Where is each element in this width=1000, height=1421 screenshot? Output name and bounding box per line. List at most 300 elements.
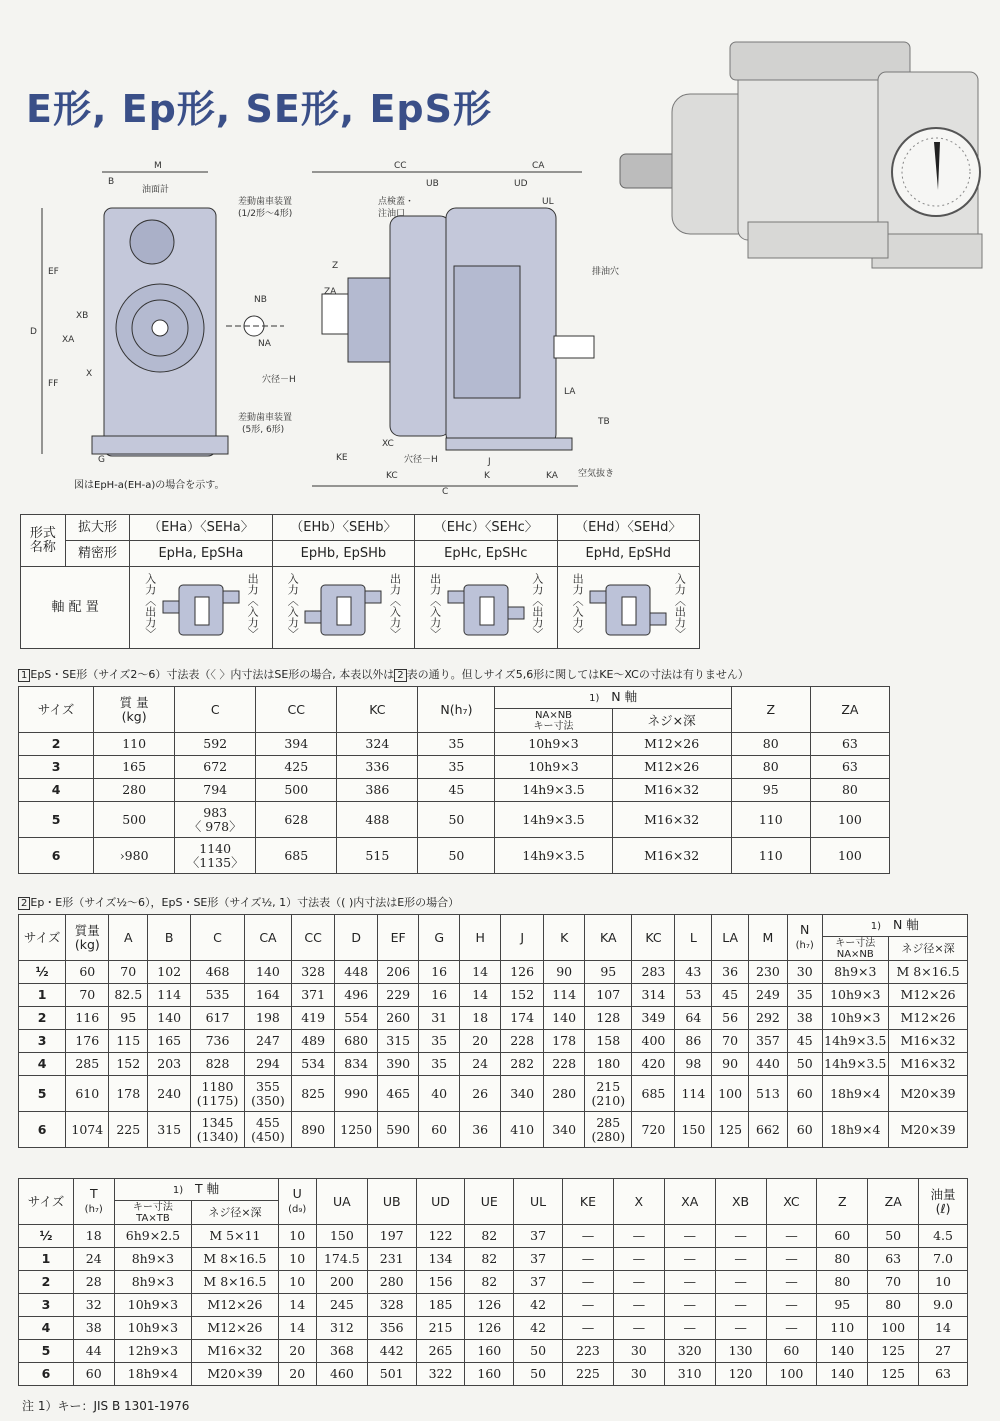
t2-b: 203 (148, 1053, 191, 1076)
t1-z: 80 (731, 756, 810, 779)
svg-text:J: J (488, 457, 491, 467)
t3-xa: 310 (664, 1363, 715, 1386)
t3-za: 100 (868, 1317, 919, 1340)
t3-xb: — (715, 1248, 766, 1271)
t3-ub: 280 (367, 1271, 416, 1294)
table-row (19, 1076, 968, 1112)
t2-n: 60 (787, 1076, 822, 1112)
t3-xa: 320 (664, 1340, 715, 1363)
t3-ke: — (563, 1271, 614, 1294)
svg-text:点検蓋・: 点検蓋・ (378, 197, 415, 207)
t3-u: 14 (278, 1294, 316, 1317)
svg-text:空気抜き: 空気抜き (578, 469, 615, 479)
t2-la: 45 (712, 984, 749, 1007)
t3-ua: 312 (316, 1317, 367, 1340)
t3-ub: 197 (367, 1225, 416, 1248)
t3-z: 60 (817, 1225, 868, 1248)
t2-h-m: M (749, 915, 788, 961)
t2-ef: 260 (378, 1007, 419, 1030)
t2-cc: 371 (292, 984, 335, 1007)
t2-thread: M12×26 (889, 984, 968, 1007)
svg-text:油面計: 油面計 (142, 185, 170, 195)
t2-h-l: L (675, 915, 712, 961)
arrangement-d: 出力〈入力〉 入力〈出力〉 (557, 567, 700, 649)
table-row (19, 756, 890, 779)
t3-xc: 100 (766, 1363, 817, 1386)
t2-h: 24 (460, 1053, 501, 1076)
t2-h-n: N (h₇) (787, 915, 822, 961)
table-row (19, 802, 890, 838)
t1-za: 63 (810, 733, 889, 756)
svg-text:差動歯車装置: 差動歯車装置 (238, 197, 293, 207)
t1-key: 10h9×3 (495, 756, 612, 779)
dimension-drawing (22, 158, 662, 498)
t3-h-u: U (d₉) (278, 1179, 316, 1225)
t2-size: ½ (19, 961, 66, 984)
t3-thread: M 5×11 (192, 1225, 278, 1248)
t2-ef: 206 (378, 961, 419, 984)
t2-m: 230 (749, 961, 788, 984)
table2 (18, 914, 968, 1148)
t2-b: 114 (148, 984, 191, 1007)
t3-ub: 231 (367, 1248, 416, 1271)
t3-za: 125 (868, 1340, 919, 1363)
t2-m: 249 (749, 984, 788, 1007)
t1-cc: 628 (256, 802, 337, 838)
t3-z: 95 (817, 1294, 868, 1317)
t3-ud: 265 (416, 1340, 465, 1363)
t3-u: 14 (278, 1317, 316, 1340)
t1-n: 35 (418, 733, 495, 756)
t3-size: 4 (19, 1317, 74, 1340)
t2-l: 43 (675, 961, 712, 984)
t2-a: 152 (109, 1053, 148, 1076)
t2-kc: 720 (632, 1112, 675, 1148)
t3-ke: — (563, 1294, 614, 1317)
table1 (18, 686, 890, 874)
t3-ud: 156 (416, 1271, 465, 1294)
precision-d: EpHd, EpSHd (557, 541, 700, 567)
t2-m: 292 (749, 1007, 788, 1030)
t3-xb: — (715, 1294, 766, 1317)
t2-h-key: キー寸法 NA×NB (822, 937, 888, 961)
t2-key: 8h9×3 (822, 961, 888, 984)
svg-text:UB: UB (426, 179, 439, 189)
t1-key: 14h9×3.5 (495, 779, 612, 802)
t2-b: 140 (148, 1007, 191, 1030)
t3-oil: 9.0 (919, 1294, 968, 1317)
t3-xb: 120 (715, 1363, 766, 1386)
t1-cc: 500 (256, 779, 337, 802)
t3-size: 1 (19, 1248, 74, 1271)
t2-cc: 419 (292, 1007, 335, 1030)
arrangement-d-diagram (588, 577, 668, 639)
t2-size: 5 (19, 1076, 66, 1112)
t1-h-size: サイズ (19, 687, 94, 733)
table2-caption: 2 Ep・E形（サイズ½～6），EpS・SE形（サイズ½, 1）寸法表（( )内寸法はE形の場合） (18, 894, 459, 910)
t3-ub: 501 (367, 1363, 416, 1386)
t1-za: 100 (810, 802, 889, 838)
t3-ud: 322 (416, 1363, 465, 1386)
table-row (19, 1112, 968, 1148)
t2-h-c: C (191, 915, 245, 961)
t2-la: 100 (712, 1076, 749, 1112)
t3-xb: — (715, 1225, 766, 1248)
t3-thread: M 8×16.5 (192, 1248, 278, 1271)
svg-text:EF: EF (48, 267, 59, 277)
t2-ca: 294 (244, 1053, 291, 1076)
t3-ue: 82 (465, 1271, 514, 1294)
t3-oil: 10 (919, 1271, 968, 1294)
t2-k: 114 (544, 984, 585, 1007)
t3-ua: 200 (316, 1271, 367, 1294)
t2-k: 178 (544, 1030, 585, 1053)
table-row (19, 1363, 968, 1386)
t2-h-nshaft: 1) N 軸 (822, 915, 967, 937)
t3-h-thread: ネジ径×深 (192, 1201, 278, 1225)
t3-xa: — (664, 1271, 715, 1294)
t1-h-cc: CC (256, 687, 337, 733)
arrangement-a: 入力〈出力〉 出力〈入力〉 (130, 567, 272, 649)
t3-key: 6h9×2.5 (114, 1225, 192, 1248)
model-layout-table (20, 514, 700, 649)
t3-oil: 63 (919, 1363, 968, 1386)
t2-kc: 349 (632, 1007, 675, 1030)
t2-ka: 215 (210) (585, 1076, 632, 1112)
t3-ua: 174.5 (316, 1248, 367, 1271)
t3-za: 70 (868, 1271, 919, 1294)
t3-t: 60 (74, 1363, 114, 1386)
t2-h-b: B (148, 915, 191, 961)
t2-l: 53 (675, 984, 712, 1007)
t1-c: 672 (175, 756, 256, 779)
table-row (19, 1248, 968, 1271)
t3-ue: 82 (465, 1248, 514, 1271)
t1-za: 100 (810, 838, 889, 874)
t2-kc: 314 (632, 984, 675, 1007)
t2-ca: 140 (244, 961, 291, 984)
t2-b: 240 (148, 1076, 191, 1112)
t3-key: 8h9×3 (114, 1248, 192, 1271)
t3-x: 30 (613, 1363, 664, 1386)
t3-u: 20 (278, 1363, 316, 1386)
t2-d: 554 (335, 1007, 378, 1030)
t3-t: 28 (74, 1271, 114, 1294)
table-row (19, 1294, 968, 1317)
t3-size: 5 (19, 1340, 74, 1363)
table-row (19, 961, 968, 984)
t1-h-za: ZA (810, 687, 889, 733)
t2-h-mass: 質量 (kg) (66, 915, 109, 961)
t2-n: 38 (787, 1007, 822, 1030)
t3-h-xb: XB (715, 1179, 766, 1225)
t2-mass: 610 (66, 1076, 109, 1112)
t2-thread: M12×26 (889, 1007, 968, 1030)
t3-z: 80 (817, 1271, 868, 1294)
t1-mass: 280 (94, 779, 175, 802)
t3-ue: 160 (465, 1340, 514, 1363)
t2-cc: 489 (292, 1030, 335, 1053)
t1-kc: 336 (337, 756, 418, 779)
t2-size: 1 (19, 984, 66, 1007)
t2-g: 31 (419, 1007, 460, 1030)
enlarge-a: （EHa）〈SEHa〉 (130, 515, 272, 541)
t3-ue: 160 (465, 1363, 514, 1386)
t3-t: 38 (74, 1317, 114, 1340)
t3-thread: M16×32 (192, 1340, 278, 1363)
t1-c: 592 (175, 733, 256, 756)
t2-ka: 95 (585, 961, 632, 984)
t2-k: 140 (544, 1007, 585, 1030)
t2-ca: 247 (244, 1030, 291, 1053)
t3-t: 44 (74, 1340, 114, 1363)
t1-mass: 110 (94, 733, 175, 756)
t3-thread: M 8×16.5 (192, 1271, 278, 1294)
t2-thread: M 8×16.5 (889, 961, 968, 984)
t3-key: 18h9×4 (114, 1363, 192, 1386)
t1-c: 794 (175, 779, 256, 802)
t2-mass: 60 (66, 961, 109, 984)
t2-b: 102 (148, 961, 191, 984)
t2-a: 95 (109, 1007, 148, 1030)
t3-ud: 134 (416, 1248, 465, 1271)
arrangement-a-diagram (161, 577, 241, 639)
t1-h-kc: KC (337, 687, 418, 733)
t2-l: 86 (675, 1030, 712, 1053)
t2-a: 178 (109, 1076, 148, 1112)
t3-key: 10h9×3 (114, 1317, 192, 1340)
t3-za: 125 (868, 1363, 919, 1386)
t3-key: 10h9×3 (114, 1294, 192, 1317)
t3-z: 110 (817, 1317, 868, 1340)
t3-t: 24 (74, 1248, 114, 1271)
t2-h-thread: ネジ径×深 (889, 937, 968, 961)
t2-j: 340 (501, 1076, 544, 1112)
t2-h-j: J (501, 915, 544, 961)
t2-n: 60 (787, 1112, 822, 1148)
t2-c: 736 (191, 1030, 245, 1053)
t1-size: 3 (19, 756, 94, 779)
t3-h-xa: XA (664, 1179, 715, 1225)
t2-k: 280 (544, 1076, 585, 1112)
t1-thread: M16×32 (612, 802, 731, 838)
table-row (19, 1271, 968, 1294)
t2-l: 64 (675, 1007, 712, 1030)
t2-h-la: LA (712, 915, 749, 961)
t3-ke: 223 (563, 1340, 614, 1363)
svg-text:FF: FF (48, 379, 59, 389)
t3-oil: 7.0 (919, 1248, 968, 1271)
t2-n: 35 (787, 984, 822, 1007)
t3-t: 18 (74, 1225, 114, 1248)
svg-text:D: D (30, 327, 37, 337)
t3-ke: — (563, 1248, 614, 1271)
t3-ul: 37 (514, 1248, 563, 1271)
t1-size: 2 (19, 733, 94, 756)
t1-h-c: C (175, 687, 256, 733)
t2-kc: 420 (632, 1053, 675, 1076)
t1-c: 983 〈 978〉 (175, 802, 256, 838)
table3 (18, 1178, 968, 1386)
t3-h-t: T (h₇) (74, 1179, 114, 1225)
t3-ud: 185 (416, 1294, 465, 1317)
t1-thread: M16×32 (612, 838, 731, 874)
t1-za: 63 (810, 756, 889, 779)
t2-g: 16 (419, 961, 460, 984)
table-row (19, 1007, 968, 1030)
t2-d: 1250 (335, 1112, 378, 1148)
t3-h-ke: KE (563, 1179, 614, 1225)
svg-text:CC: CC (394, 161, 407, 171)
t2-b: 315 (148, 1112, 191, 1148)
t2-ef: 229 (378, 984, 419, 1007)
t2-cc: 825 (292, 1076, 335, 1112)
t1-n: 45 (418, 779, 495, 802)
t1-z: 110 (731, 838, 810, 874)
t2-g: 35 (419, 1030, 460, 1053)
t3-h-x: X (613, 1179, 664, 1225)
t3-key: 12h9×3 (114, 1340, 192, 1363)
svg-text:(5形, 6形): (5形, 6形) (242, 425, 285, 435)
t1-size: 4 (19, 779, 94, 802)
t3-key: 8h9×3 (114, 1271, 192, 1294)
table-row (19, 1053, 968, 1076)
svg-text:ZA: ZA (324, 287, 337, 297)
t2-ca: 198 (244, 1007, 291, 1030)
t3-size: 3 (19, 1294, 74, 1317)
svg-text:K: K (484, 471, 490, 481)
t1-n: 50 (418, 838, 495, 874)
t2-g: 40 (419, 1076, 460, 1112)
t2-thread: M16×32 (889, 1030, 968, 1053)
t1-z: 80 (731, 733, 810, 756)
t3-h-ul: UL (514, 1179, 563, 1225)
t2-c: 468 (191, 961, 245, 984)
t3-ul: 50 (514, 1340, 563, 1363)
t2-h-kc: KC (632, 915, 675, 961)
t2-m: 662 (749, 1112, 788, 1148)
svg-text:X: X (86, 369, 93, 379)
t2-a: 70 (109, 961, 148, 984)
t3-h-tshaft: 1) T 軸 (114, 1179, 278, 1201)
t3-ud: 215 (416, 1317, 465, 1340)
t2-mass: 285 (66, 1053, 109, 1076)
svg-text:G: G (98, 455, 105, 465)
t2-cc: 890 (292, 1112, 335, 1148)
t3-h-oil: 油量 (ℓ) (919, 1179, 968, 1225)
t3-x: — (613, 1317, 664, 1340)
t2-la: 90 (712, 1053, 749, 1076)
t2-h-ef: EF (378, 915, 419, 961)
arrangement-c: 出力〈入力〉 入力〈出力〉 (415, 567, 557, 649)
t2-h-d: D (335, 915, 378, 961)
t2-h-k: K (544, 915, 585, 961)
t3-xa: — (664, 1248, 715, 1271)
t3-ub: 356 (367, 1317, 416, 1340)
t3-size: ½ (19, 1225, 74, 1248)
svg-text:KC: KC (386, 471, 398, 481)
t2-ef: 465 (378, 1076, 419, 1112)
t2-h-cc: CC (292, 915, 335, 961)
t2-m: 440 (749, 1053, 788, 1076)
t2-j: 126 (501, 961, 544, 984)
arrangement-b: 入力〈入力〉 出力〈入力〉 (272, 567, 414, 649)
t2-key: 14h9×3.5 (822, 1030, 888, 1053)
t2-a: 115 (109, 1030, 148, 1053)
footnote: 注 1）キー：JIS B 1301-1976 (22, 1399, 190, 1413)
svg-text:穴径－H: 穴径－H (404, 455, 438, 465)
t2-key: 14h9×3.5 (822, 1053, 888, 1076)
t2-d: 680 (335, 1030, 378, 1053)
t2-d: 990 (335, 1076, 378, 1112)
t2-m: 357 (749, 1030, 788, 1053)
t2-key: 10h9×3 (822, 984, 888, 1007)
t2-size: 6 (19, 1112, 66, 1148)
t1-h-mass: 質 量 (kg) (94, 687, 175, 733)
arrangement-b-diagram (303, 577, 383, 639)
t2-h-ca: CA (244, 915, 291, 961)
precision-c: EpHc, EpSHc (415, 541, 557, 567)
t3-x: — (613, 1225, 664, 1248)
t3-u: 10 (278, 1248, 316, 1271)
svg-text:CA: CA (532, 161, 545, 171)
t1-za: 80 (810, 779, 889, 802)
table-row (19, 1225, 968, 1248)
svg-text:排油穴: 排油穴 (592, 267, 620, 277)
t1-kc: 515 (337, 838, 418, 874)
svg-text:NA: NA (258, 339, 271, 349)
table-row (19, 733, 890, 756)
t1-cc: 394 (256, 733, 337, 756)
page-title: E形, Ep形, SE形, EpS形 (26, 87, 492, 131)
t3-x: 30 (613, 1340, 664, 1363)
enlarge-label: 拡大形 (65, 515, 130, 541)
t2-h-g: G (419, 915, 460, 961)
t3-z: 140 (817, 1363, 868, 1386)
t2-ef: 390 (378, 1053, 419, 1076)
t2-h: 26 (460, 1076, 501, 1112)
t2-j: 410 (501, 1112, 544, 1148)
t2-ka: 180 (585, 1053, 632, 1076)
enlarge-b: （EHb）〈SEHb〉 (272, 515, 414, 541)
t3-za: 63 (868, 1248, 919, 1271)
t3-za: 50 (868, 1225, 919, 1248)
t3-h-size: サイズ (19, 1179, 74, 1225)
t3-ub: 328 (367, 1294, 416, 1317)
t3-xb: — (715, 1271, 766, 1294)
t1-thread: M12×26 (612, 756, 731, 779)
t3-thread: M20×39 (192, 1363, 278, 1386)
t2-k: 90 (544, 961, 585, 984)
t3-x: — (613, 1271, 664, 1294)
t1-z: 110 (731, 802, 810, 838)
t1-size: 5 (19, 802, 94, 838)
figure-note: 図はEpH-a(EH-a)の場合を示す。 (74, 480, 225, 491)
t2-ef: 590 (378, 1112, 419, 1148)
t3-oil: 14 (919, 1317, 968, 1340)
t3-ul: 50 (514, 1363, 563, 1386)
t3-ub: 442 (367, 1340, 416, 1363)
t3-h-z: Z (817, 1179, 868, 1225)
arrangement-c-diagram (446, 577, 526, 639)
t1-n: 50 (418, 802, 495, 838)
t2-la: 56 (712, 1007, 749, 1030)
t1-h-nshaft: 1) N 軸 (495, 687, 731, 709)
t3-xb: — (715, 1317, 766, 1340)
t3-thread: M12×26 (192, 1294, 278, 1317)
svg-text:NB: NB (254, 295, 267, 305)
t2-ka: 158 (585, 1030, 632, 1053)
